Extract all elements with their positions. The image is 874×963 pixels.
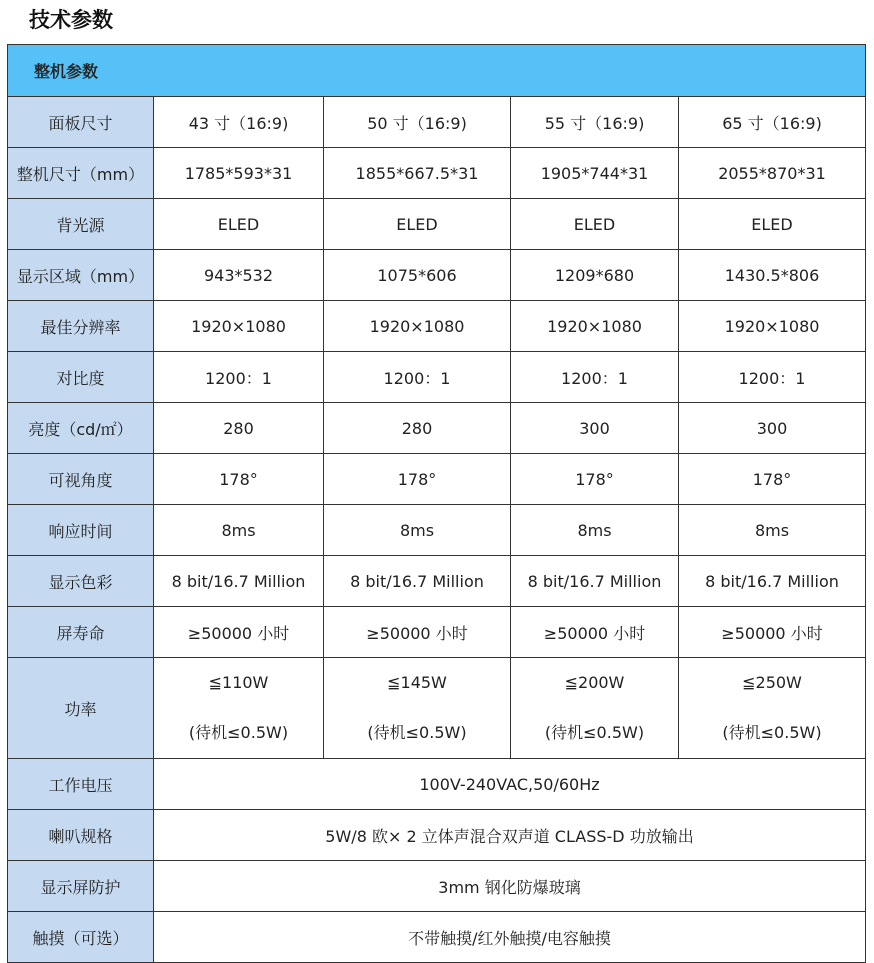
table-cell: 280 — [324, 403, 511, 454]
table-cell: 1430.5*806 — [679, 250, 866, 301]
table-row — [8, 505, 866, 556]
power-standby: (待机≤0.5W) — [188, 723, 289, 742]
power-max: ≦200W — [564, 673, 625, 692]
table-row — [8, 759, 866, 810]
table-cell: ≥50000 小时 — [324, 607, 511, 658]
table-cell: 1200：1 — [511, 352, 679, 403]
table-cell: ≥50000 小时 — [154, 607, 324, 658]
row-label: 响应时间 — [8, 505, 154, 556]
row-label: 显示区域（mm） — [8, 250, 154, 301]
table-cell: 50 寸（16:9) — [324, 97, 511, 148]
table-cell: ELED — [154, 199, 324, 250]
table-cell: ≥50000 小时 — [679, 607, 866, 658]
table-row — [8, 556, 866, 607]
table-cell: 280 — [154, 403, 324, 454]
table-cell: ≥50000 小时 — [511, 607, 679, 658]
table-cell: 8 bit/16.7 Million — [154, 556, 324, 607]
table-row — [8, 250, 866, 301]
power-cell — [679, 658, 866, 759]
section-title: 整机参数 — [8, 45, 866, 97]
table-cell: 8 bit/16.7 Million — [324, 556, 511, 607]
table-cell: 300 — [511, 403, 679, 454]
table-row — [8, 861, 866, 912]
row-label: 喇叭规格 — [8, 810, 154, 861]
merged-cell: 100V-240VAC,50/60Hz — [154, 759, 866, 810]
page-title: 技术参数 — [29, 8, 113, 32]
table-row — [8, 912, 866, 963]
row-label: 背光源 — [8, 199, 154, 250]
table-row — [8, 454, 866, 505]
table-cell: 178° — [511, 454, 679, 505]
row-label: 触摸（可选） — [8, 912, 154, 963]
table-cell: 1920×1080 — [679, 301, 866, 352]
table-row — [8, 403, 866, 454]
table-cell: 1200：1 — [154, 352, 324, 403]
merged-cell: 不带触摸/红外触摸/电容触摸 — [154, 912, 866, 963]
table-cell: 1200：1 — [679, 352, 866, 403]
row-label: 整机尺寸（mm） — [8, 148, 154, 199]
row-label: 显示色彩 — [8, 556, 154, 607]
power-standby: (待机≤0.5W) — [544, 723, 645, 742]
row-label: 面板尺寸 — [8, 97, 154, 148]
table-cell: 43 寸（16:9) — [154, 97, 324, 148]
power-max: ≦110W — [208, 673, 269, 692]
table-cell: 943*532 — [154, 250, 324, 301]
power-max: ≦250W — [742, 673, 802, 692]
table-cell: 1905*744*31 — [511, 148, 679, 199]
row-label: 可视角度 — [8, 454, 154, 505]
table-cell: 8ms — [154, 505, 324, 556]
table-cell: 1200：1 — [324, 352, 511, 403]
table-cell: 2055*870*31 — [679, 148, 866, 199]
table-cell: 300 — [679, 403, 866, 454]
power-max: ≦145W — [387, 673, 447, 692]
table-cell: 178° — [324, 454, 511, 505]
row-label: 亮度（cd/㎡） — [8, 403, 154, 454]
row-label: 对比度 — [8, 352, 154, 403]
table-cell: 8 bit/16.7 Million — [511, 556, 679, 607]
row-label: 屏寿命 — [8, 607, 154, 658]
row-label: 工作电压 — [8, 759, 154, 810]
spec-table — [7, 44, 866, 963]
table-cell: ELED — [324, 199, 511, 250]
row-label: 显示屏防护 — [8, 861, 154, 912]
table-row — [8, 607, 866, 658]
merged-cell: 3mm 钢化防爆玻璃 — [154, 861, 866, 912]
power-cell — [154, 658, 324, 759]
table-cell: 1920×1080 — [154, 301, 324, 352]
table-cell: 8ms — [679, 505, 866, 556]
table-cell: ELED — [511, 199, 679, 250]
power-cell — [511, 658, 679, 759]
table-cell: 1075*606 — [324, 250, 511, 301]
table-row — [8, 352, 866, 403]
table-cell: 1209*680 — [511, 250, 679, 301]
table-cell: 8 bit/16.7 Million — [679, 556, 866, 607]
table-cell: 178° — [679, 454, 866, 505]
power-label: 功率 — [8, 658, 154, 759]
table-cell: 1920×1080 — [511, 301, 679, 352]
table-cell: 8ms — [324, 505, 511, 556]
section-header-row — [8, 45, 866, 97]
table-cell: 65 寸（16:9) — [679, 97, 866, 148]
row-label: 最佳分辨率 — [8, 301, 154, 352]
power-standby: (待机≤0.5W) — [722, 723, 822, 742]
power-row — [8, 658, 866, 759]
table-cell: 1855*667.5*31 — [324, 148, 511, 199]
table-cell: 55 寸（16:9) — [511, 97, 679, 148]
table-cell: 1920×1080 — [324, 301, 511, 352]
table-row — [8, 199, 866, 250]
table-cell: 8ms — [511, 505, 679, 556]
table-cell: 1785*593*31 — [154, 148, 324, 199]
power-cell — [324, 658, 511, 759]
table-row — [8, 148, 866, 199]
power-standby: (待机≤0.5W) — [367, 723, 467, 742]
table-cell: 178° — [154, 454, 324, 505]
table-row — [8, 301, 866, 352]
table-cell: ELED — [679, 199, 866, 250]
table-row — [8, 810, 866, 861]
merged-cell: 5W/8 欧× 2 立体声混合双声道 CLASS-D 功放输出 — [154, 810, 866, 861]
table-row — [8, 97, 866, 148]
